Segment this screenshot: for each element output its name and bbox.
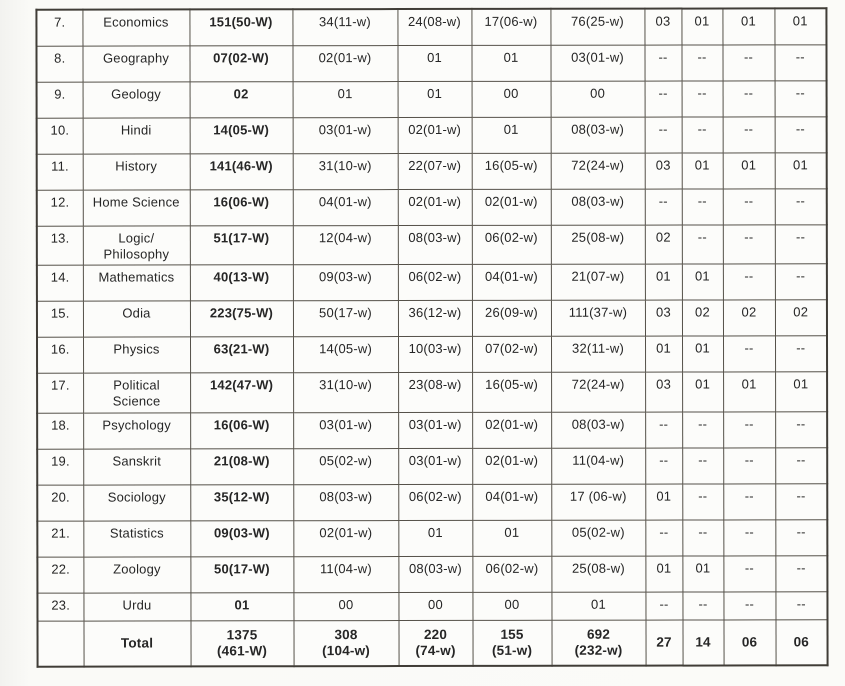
serial-cell <box>37 621 83 667</box>
value-cell: 01 <box>645 556 682 592</box>
value-cell: -- <box>723 80 775 116</box>
table-row <box>37 555 827 592</box>
serial-cell: 16. <box>37 337 83 373</box>
value-cell: 02(01-w) <box>398 189 472 225</box>
value-cell: -- <box>775 188 827 224</box>
value-cell: 02 <box>682 300 723 336</box>
value-cell: -- <box>775 591 827 619</box>
value-cell: 12(04-w) <box>293 225 398 265</box>
value-cell: 141(46-W) <box>190 153 293 189</box>
value-cell: 31(10-w) <box>293 373 398 413</box>
serial-cell: 14. <box>37 265 83 301</box>
value-cell: 1375 (461-W) <box>190 620 293 666</box>
value-cell: -- <box>723 264 775 300</box>
value-cell: -- <box>645 412 682 448</box>
value-cell: 308 (104-w) <box>293 620 398 666</box>
value-cell: 01 <box>472 520 551 556</box>
value-cell: 155 (51-w) <box>472 620 551 666</box>
value-cell: 04(01-w) <box>472 264 551 300</box>
value-cell: 02(01-w) <box>472 189 551 225</box>
value-cell: 08(03-w) <box>551 412 645 448</box>
table-row <box>37 411 827 448</box>
subject-cell: Statistics <box>83 520 190 556</box>
value-cell: 14 <box>682 619 723 665</box>
table-row <box>36 8 826 45</box>
value-cell: -- <box>682 188 723 224</box>
value-cell: -- <box>681 44 722 80</box>
table-row <box>37 591 827 620</box>
value-cell: -- <box>645 520 682 556</box>
value-cell: 03(01-w) <box>293 117 398 153</box>
value-cell: 08(03-w) <box>398 556 472 592</box>
value-cell: -- <box>775 336 827 372</box>
value-cell: 02(01-w) <box>293 520 398 556</box>
value-cell: 16(06-W) <box>190 412 293 448</box>
value-cell: 00 <box>551 81 645 117</box>
value-cell: -- <box>775 411 827 447</box>
serial-cell: 22. <box>37 557 83 593</box>
value-cell: 01 <box>775 152 827 188</box>
subject-cell: Urdu <box>83 592 190 620</box>
table-body <box>36 8 827 666</box>
value-cell: -- <box>775 447 827 483</box>
subject-cell: Political Science <box>83 373 190 413</box>
subject-cell: Mathematics <box>83 265 190 301</box>
serial-cell: 12. <box>37 190 83 226</box>
value-cell: 01 <box>682 264 723 300</box>
subject-cell: Sanskrit <box>83 448 190 484</box>
value-cell: 08(03-w) <box>551 189 645 225</box>
value-cell: 27 <box>645 620 682 666</box>
value-cell: 03(01-w) <box>398 448 472 484</box>
value-cell: 02(01-w) <box>472 412 551 448</box>
subject-cell: Total <box>83 620 190 666</box>
value-cell: -- <box>723 519 775 555</box>
value-cell: 17 (06-w) <box>551 484 645 520</box>
value-cell: 01 <box>190 592 293 620</box>
value-cell: -- <box>723 555 775 591</box>
value-cell: 01 <box>682 152 723 188</box>
value-cell: 06 <box>775 619 827 665</box>
subject-cell: History <box>83 153 190 189</box>
table-row <box>37 519 827 556</box>
value-cell: 11(04-w) <box>551 448 645 484</box>
value-cell: 01 <box>682 555 723 591</box>
table-row <box>37 116 827 153</box>
value-cell: -- <box>775 519 827 555</box>
value-cell: 31(10-w) <box>293 153 398 189</box>
subjects-table <box>35 7 828 667</box>
serial-cell: 19. <box>37 449 83 485</box>
value-cell: 01 <box>471 45 550 81</box>
total-row <box>37 619 827 666</box>
value-cell: 03(01-w) <box>550 45 644 81</box>
value-cell: 07(02-w) <box>472 336 551 372</box>
value-cell: 01 <box>774 8 826 44</box>
value-cell: -- <box>723 224 775 264</box>
value-cell: 02(01-w) <box>292 45 397 81</box>
serial-cell: 13. <box>37 226 83 266</box>
value-cell: -- <box>775 80 827 116</box>
subject-cell: Geography <box>82 45 189 81</box>
subject-cell: Sociology <box>83 484 190 520</box>
value-cell: 03 <box>644 9 681 45</box>
subject-cell: Physics <box>83 337 190 373</box>
value-cell: -- <box>682 519 723 555</box>
table-row <box>37 336 827 373</box>
value-cell: 32(11-w) <box>551 336 645 372</box>
value-cell: -- <box>775 555 827 591</box>
table-row <box>37 447 827 484</box>
value-cell: 16(06-W) <box>190 189 293 225</box>
value-cell: 14(05-W) <box>190 117 293 153</box>
value-cell: 03(01-w) <box>398 412 472 448</box>
value-cell: 05(02-w) <box>293 448 398 484</box>
serial-cell: 9. <box>37 82 83 118</box>
table-row <box>37 224 827 265</box>
serial-cell: 7. <box>36 10 82 46</box>
table-row <box>37 188 827 225</box>
value-cell: 25(08-w) <box>551 225 645 265</box>
value-cell: 01 <box>682 372 723 412</box>
value-cell: 22(07-w) <box>398 153 472 189</box>
value-cell: 26(09-w) <box>472 300 551 336</box>
subject-cell: Hindi <box>83 117 190 153</box>
value-cell: 01 <box>398 520 472 556</box>
value-cell: 06(02-w) <box>472 556 551 592</box>
value-cell: 36(12-w) <box>398 300 472 336</box>
value-cell: 51(17-W) <box>190 225 293 265</box>
value-cell: 01 <box>398 81 472 117</box>
value-cell: 02 <box>190 81 293 117</box>
value-cell: 72(24-w) <box>551 153 645 189</box>
value-cell: 06(02-w) <box>398 264 472 300</box>
value-cell: -- <box>723 116 775 152</box>
value-cell: -- <box>645 117 682 153</box>
value-cell: 34(11-w) <box>292 9 397 45</box>
value-cell: 63(21-W) <box>190 337 293 373</box>
value-cell: 14(05-w) <box>293 337 398 373</box>
value-cell: 01 <box>551 592 645 620</box>
value-cell: 01 <box>682 336 723 372</box>
value-cell: 09(03-w) <box>293 265 398 301</box>
serial-cell: 23. <box>37 593 83 621</box>
value-cell: 40(13-W) <box>190 265 293 301</box>
value-cell: -- <box>682 116 723 152</box>
value-cell: 00 <box>472 81 551 117</box>
value-cell: 09(03-W) <box>190 520 293 556</box>
value-cell: 16(05-w) <box>472 372 551 412</box>
value-cell: 76(25-w) <box>550 9 644 45</box>
value-cell: -- <box>723 411 775 447</box>
value-cell: 00 <box>398 592 472 620</box>
value-cell: 02 <box>775 300 827 336</box>
value-cell: 01 <box>723 372 775 412</box>
value-cell: -- <box>644 45 681 81</box>
value-cell: 16(05-w) <box>472 153 551 189</box>
value-cell: 01 <box>681 8 722 44</box>
table-row <box>37 80 827 117</box>
value-cell: 01 <box>397 45 471 81</box>
value-cell: 02(01-w) <box>472 448 551 484</box>
value-cell: 00 <box>472 592 551 620</box>
serial-cell: 20. <box>37 485 83 521</box>
serial-cell: 10. <box>37 118 83 154</box>
table-row <box>36 44 826 81</box>
value-cell: 01 <box>722 8 774 44</box>
serial-cell: 17. <box>37 373 83 413</box>
value-cell: 10(03-w) <box>398 336 472 372</box>
value-cell: 01 <box>472 117 551 153</box>
value-cell: -- <box>775 224 827 264</box>
value-cell: -- <box>682 483 723 519</box>
value-cell: 00 <box>293 592 398 620</box>
value-cell: 04(01-w) <box>472 484 551 520</box>
value-cell: 05(02-w) <box>551 520 645 556</box>
value-cell: 01 <box>645 484 682 520</box>
table-row <box>37 264 827 301</box>
value-cell: 01 <box>775 372 827 412</box>
serial-cell: 21. <box>37 521 83 557</box>
value-cell: 02 <box>723 300 775 336</box>
value-cell: 142(47-W) <box>190 373 293 413</box>
value-cell: 01 <box>723 152 775 188</box>
value-cell: 03 <box>645 300 682 336</box>
value-cell: 08(03-w) <box>293 484 398 520</box>
value-cell: 220 (74-w) <box>398 620 472 666</box>
subject-cell: Economics <box>82 9 189 45</box>
value-cell: -- <box>775 264 827 300</box>
subject-cell: Psychology <box>83 412 190 448</box>
value-cell: 06(02-w) <box>398 484 472 520</box>
value-cell: -- <box>682 411 723 447</box>
value-cell: 07(02-W) <box>189 45 292 81</box>
subject-cell: Odia <box>83 301 190 337</box>
value-cell: 11(04-w) <box>293 556 398 592</box>
value-cell: -- <box>723 483 775 519</box>
value-cell: -- <box>645 81 682 117</box>
value-cell: -- <box>645 448 682 484</box>
table-row <box>37 152 827 189</box>
value-cell: 03(01-w) <box>293 412 398 448</box>
value-cell: 50(17-W) <box>190 556 293 592</box>
value-cell: -- <box>682 80 723 116</box>
subject-cell: Geology <box>83 81 190 117</box>
value-cell: 21(07-w) <box>551 264 645 300</box>
value-cell: 01 <box>645 264 682 300</box>
value-cell: 23(08-w) <box>398 372 472 412</box>
value-cell: 223(75-W) <box>190 301 293 337</box>
value-cell: 03 <box>645 153 682 189</box>
value-cell: -- <box>682 591 723 619</box>
value-cell: 24(08-w) <box>397 9 471 45</box>
value-cell: 17(06-w) <box>471 9 550 45</box>
value-cell: 02(01-w) <box>398 117 472 153</box>
value-cell: -- <box>645 592 682 620</box>
table-row <box>37 483 827 520</box>
value-cell: -- <box>723 447 775 483</box>
value-cell: 02 <box>645 225 682 265</box>
value-cell: 08(03-w) <box>551 117 645 153</box>
value-cell: 08(03-w) <box>398 225 472 265</box>
serial-cell: 15. <box>37 301 83 337</box>
serial-cell: 11. <box>37 154 83 190</box>
subject-cell: Logic/ Philosophy <box>83 225 190 265</box>
value-cell: 692 (232-w) <box>551 620 645 666</box>
value-cell: 01 <box>645 336 682 372</box>
value-cell: 21(08-W) <box>190 448 293 484</box>
subject-cell: Zoology <box>83 556 190 592</box>
value-cell: -- <box>723 188 775 224</box>
serial-cell: 18. <box>37 413 83 449</box>
value-cell: 25(08-w) <box>551 556 645 592</box>
table-row <box>37 372 827 413</box>
value-cell: 50(17-w) <box>293 301 398 337</box>
value-cell: -- <box>722 44 774 80</box>
value-cell: 35(12-W) <box>190 484 293 520</box>
value-cell: 04(01-w) <box>293 189 398 225</box>
value-cell: 151(50-W) <box>189 9 292 45</box>
value-cell: -- <box>774 44 826 80</box>
value-cell: 06 <box>723 619 775 665</box>
value-cell: 01 <box>293 81 398 117</box>
value-cell: -- <box>682 447 723 483</box>
value-cell: -- <box>645 189 682 225</box>
value-cell: 03 <box>645 372 682 412</box>
value-cell: -- <box>723 591 775 619</box>
value-cell: 72(24-w) <box>551 372 645 412</box>
serial-cell: 8. <box>36 46 82 82</box>
value-cell: -- <box>682 224 723 264</box>
subject-cell: Home Science <box>83 189 190 225</box>
table-row <box>37 300 827 337</box>
value-cell: 06(02-w) <box>472 225 551 265</box>
value-cell: 111(37-w) <box>551 300 645 336</box>
value-cell: -- <box>775 483 827 519</box>
value-cell: -- <box>775 116 827 152</box>
value-cell: -- <box>723 336 775 372</box>
